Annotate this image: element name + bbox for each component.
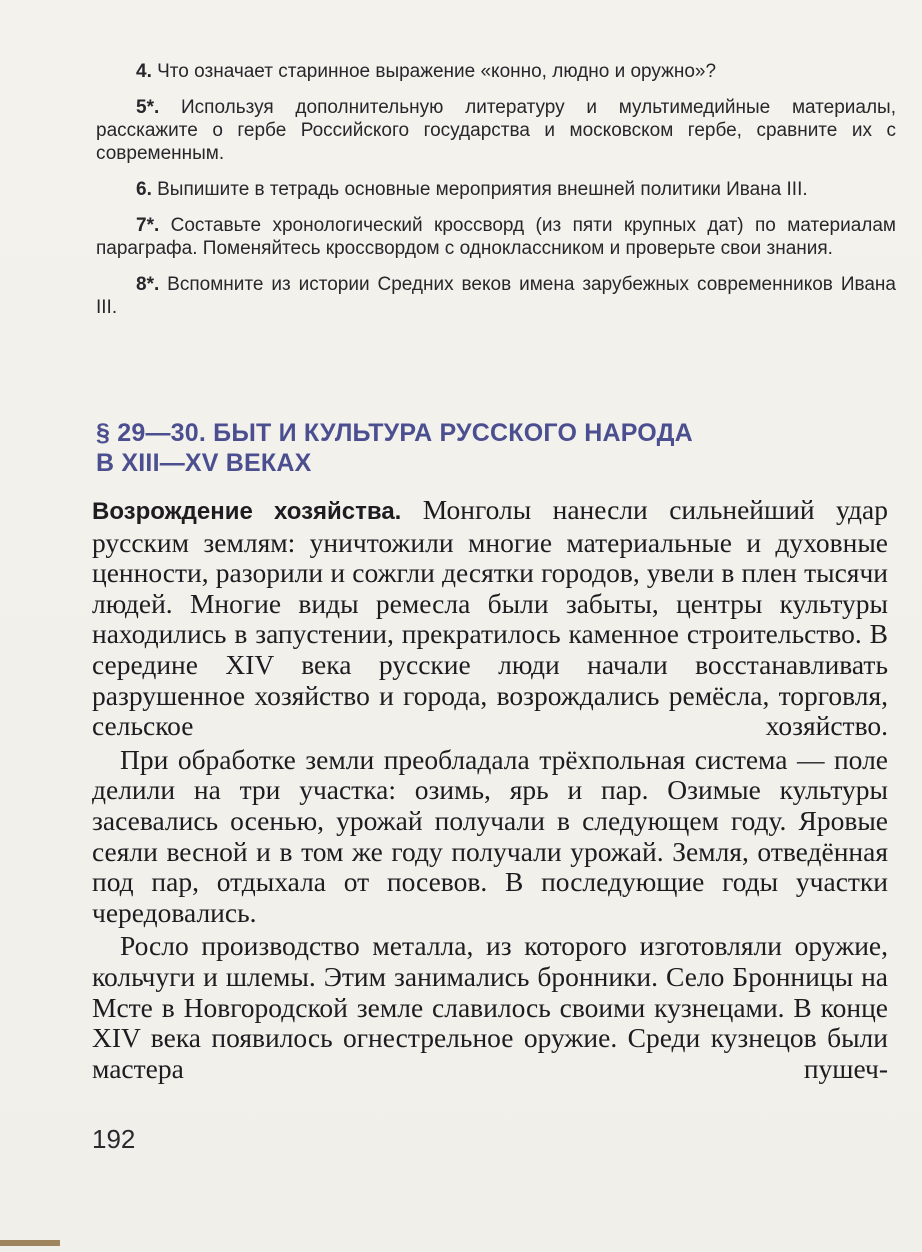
page-edge-mark (0, 1240, 60, 1246)
paragraph-1 (92, 495, 888, 742)
question-4 (96, 60, 896, 83)
paragraph-text: Монголы нанесли сильнейший удар русским землям: уничтожили многие материальные и духовные ценности, разорили и сожгли десятки городов, увели в плен тысячи людей. Многие виды ремесла были забыты, центры культуры находились в запустении, прекратилось каменное строительство. В середине XIV века русские люди начали восстанавливать разрушенное хозяйство и города, возрождались ремёсла, торговля, сельское хозяйство. (92, 494, 889, 742)
paragraph-2 (92, 745, 888, 929)
question-8 (96, 273, 896, 319)
question-7 (96, 214, 896, 260)
question-text: Вспомните из истории Средних веков имена зарубежных современников Ивана III. (96, 274, 896, 318)
question-text: Что означает старинное выражение «конно, людно и оружно»? (151, 61, 717, 82)
question-number: 5*. (136, 97, 160, 118)
review-questions (96, 60, 896, 332)
section-heading (96, 418, 856, 478)
question-text: Составьте хронологический кроссворд (из пяти крупных дат) по материалам параграфа. Поменяйтесь кроссвордом с одноклассником и проверьте свои знания. (96, 215, 896, 259)
page-number: 192 (92, 1124, 136, 1154)
paragraph-lead: Возрождение хозяйства. (92, 498, 402, 525)
paragraph-3 (92, 931, 888, 1084)
question-number: 4. (136, 61, 152, 82)
section-body (92, 495, 888, 1087)
paragraph-text: При обработке земли преобладала трёхпольная система — поле делили на три участка: озимь, ярь и пар. Озимые культуры засевались осенью, урожай получали в следующем году. Яровые сеяли весной и в том же году получали урожай. Земля, отведённая под пар, отдыхала от посевов. В последующие годы участки чередовались. (92, 743, 888, 928)
paragraph-text: Росло производство металла, из которого изготовляли оружие, кольчуги и шлемы. Этим занимались бронники. Село Бронницы на Мсте в Новгородской земле славилось своими кузнецами. В конце XIV века появилось огнестрельное оружие. Среди кузнецов были мастера пушеч- (92, 930, 888, 1084)
question-number: 8*. (136, 274, 160, 295)
section-heading-line-2: В XIII—XV ВЕКАХ (96, 449, 312, 477)
question-6 (96, 178, 896, 201)
question-number: 7*. (136, 215, 160, 236)
question-number: 6. (136, 179, 152, 200)
question-text: Используя дополнительную литературу и мультимедийные материалы, расскажите о гербе Российского государства и московском гербе, сравните их с современным. (96, 97, 896, 164)
question-5 (96, 96, 896, 165)
section-heading-line-1: § 29—30. БЫТ И КУЛЬТУРА РУССКОГО НАРОДА (96, 419, 693, 447)
question-text: Выпишите в тетрадь основные мероприятия внешней политики Ивана III. (151, 179, 808, 200)
